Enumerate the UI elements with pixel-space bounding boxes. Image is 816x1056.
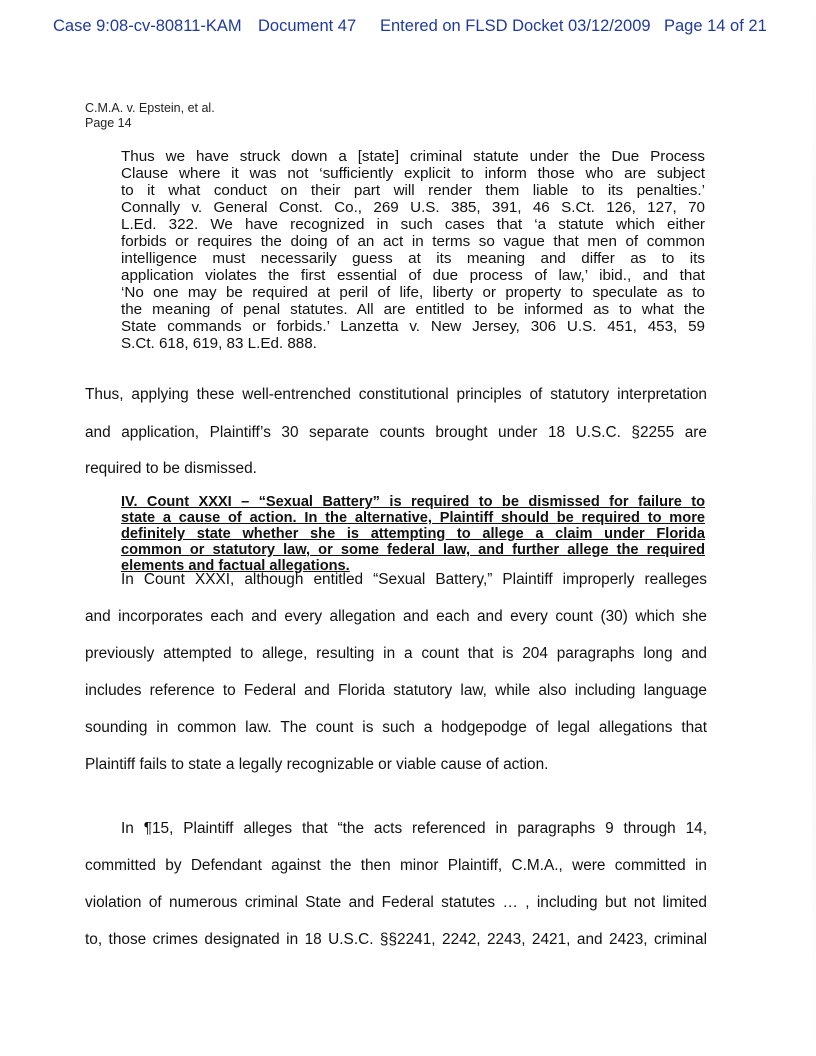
page-label: Page 14 — [85, 116, 132, 130]
block-quote-line: intelligence must necessarily guess at its meaning and differ as to its — [121, 250, 705, 267]
heading-line: IV. Count XXXI – “Sexual Battery” is required to be dismissed for failure to — [121, 494, 705, 510]
heading-line: common or statutory law, or some federal law, and further allege the required — [121, 542, 705, 558]
document-number: Document 47 — [258, 17, 357, 35]
block-quote-line: to it what conduct on their part will render them liable to its penalties.’ — [121, 182, 705, 199]
block-quote-line: the meaning of penal statutes. All are entitled to be informed as to what the — [121, 301, 705, 318]
block-quote-line: L.Ed. 322. We have recognized in such cases that ‘a statute which either — [121, 216, 705, 233]
block-quote-line: Thus we have struck down a [state] criminal statute under the Due Process — [121, 148, 705, 165]
para2-line: Plaintiff fails to state a legally recognizable or viable cause of action. — [85, 756, 549, 773]
heading-line: state a cause of action. In the alternative, Plaintiff should be required to more — [121, 510, 705, 526]
page-count: Page 14 of 21 — [664, 17, 767, 35]
block-quote-line: application violates the first essential of due process of law,’ ibid., and that — [121, 267, 705, 284]
block-quote-line: S.Ct. 618, 619, 83 L.Ed. 888. — [121, 335, 317, 352]
page-edge — [812, 0, 816, 1056]
block-quote-line: State commands or forbids.’ Lanzetta v. New Jersey, 306 U.S. 451, 453, 59 — [121, 318, 705, 335]
block-quote-line: ‘No one may be required at peril of life, liberty or property to speculate as to — [121, 284, 705, 301]
para2-line: and incorporates each and every allegation and each and every count (30) which she — [85, 608, 707, 625]
para1-line: required to be dismissed. — [85, 460, 257, 477]
para3-line: violation of numerous criminal State and Federal statutes … , including but not limited — [85, 894, 707, 911]
heading-line: definitely state whether she is attempting to allege a claim under Florida — [121, 526, 705, 542]
para2-line: previously attempted to allege, resulting in a count that is 204 paragraphs long and — [85, 645, 707, 662]
case-caption: C.M.A. v. Epstein, et al. — [85, 101, 215, 115]
para3-line: to, those crimes designated in 18 U.S.C. §§2241, 2242, 2243, 2421, and 2423, criminal — [85, 931, 707, 948]
para2-line: In Count XXXI, although entitled “Sexual Battery,” Plaintiff improperly realleges — [121, 571, 707, 588]
para3-line: committed by Defendant against the then minor Plaintiff, C.M.A., were committed in — [85, 857, 707, 874]
para1-line: Thus, applying these well-entrenched constitutional principles of statutory interpretation — [85, 386, 707, 403]
para2-line: includes reference to Federal and Florida statutory law, while also including language — [85, 682, 707, 699]
para3-line: In ¶15, Plaintiff alleges that “the acts referenced in paragraphs 9 through 14, — [121, 820, 707, 837]
block-quote-line: Clause where it was not ‘sufficiently explicit to inform those who are subject — [121, 165, 705, 182]
heading-line: elements and factual allegations. — [121, 558, 350, 574]
para2-line: sounding in common law. The count is such a hodgepodge of legal allegations that — [85, 719, 707, 736]
case-number: Case 9:08-cv-80811-KAM — [53, 17, 242, 35]
entered-date: Entered on FLSD Docket 03/12/2009 — [380, 17, 651, 35]
para1-line: and application, Plaintiff’s 30 separate counts brought under 18 U.S.C. §2255 are — [85, 424, 707, 441]
block-quote-line: Connally v. General Const. Co., 269 U.S. 385, 391, 46 S.Ct. 126, 127, 70 — [121, 199, 705, 216]
block-quote-line: forbids or requires the doing of an act in terms so vague that men of common — [121, 233, 705, 250]
